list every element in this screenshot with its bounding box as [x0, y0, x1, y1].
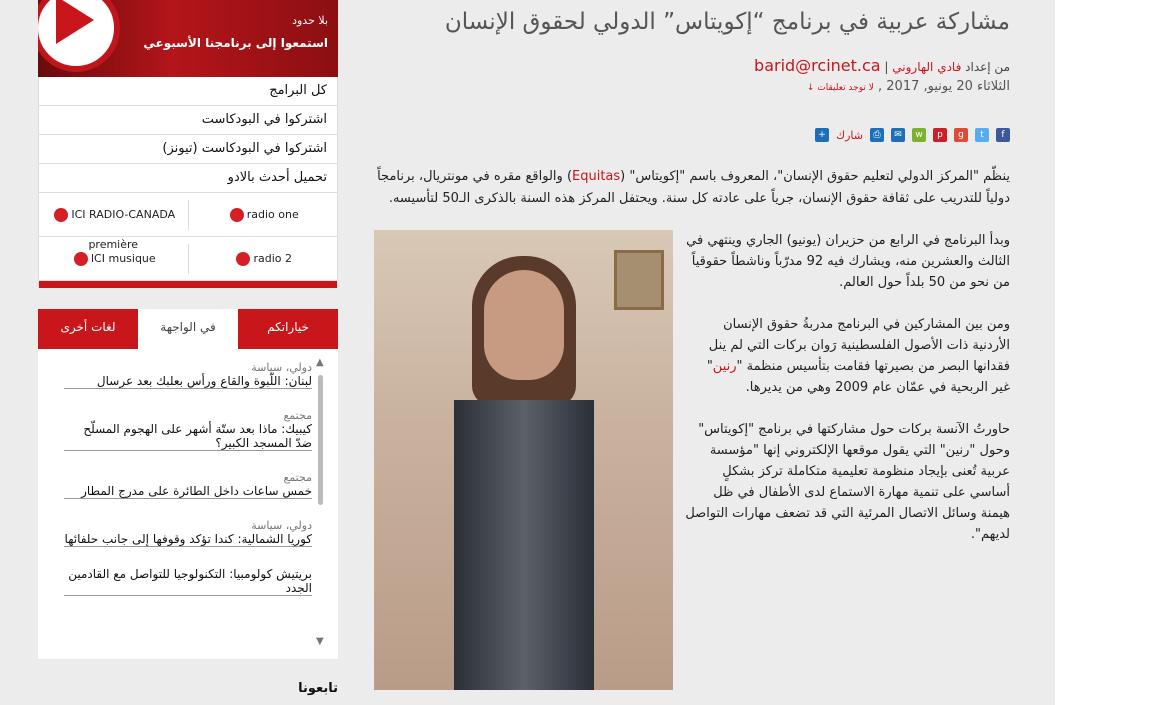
tab-featured[interactable]: في الواجهة: [138, 309, 238, 349]
scrollbar-thumb[interactable]: [318, 375, 323, 505]
p1-text-a: ينظّم "المركز الدولي لتعليم حقوق الإنسان"، المعروف باسم "إكويتاس" (: [620, 169, 1010, 184]
cbc-gem-icon: [74, 252, 88, 266]
tab-other-languages[interactable]: لغات أخرى: [38, 309, 138, 349]
comments-link[interactable]: لا توجد تعليقات ↓: [806, 83, 874, 93]
article-text-column: [685, 230, 1010, 566]
radio-canada-premiere-logo[interactable]: ICI RADIO-CANADA première: [39, 200, 189, 230]
article-photo: [374, 230, 673, 690]
p3-text-b: " غير الربحية في عمّان عام 2009 وهي من يديرها.: [706, 359, 1010, 395]
google-plus-icon[interactable]: g: [954, 128, 968, 142]
nav-subscribe-itunes[interactable]: اشتركوا في البودكاست (تيونز): [39, 135, 337, 164]
share-label[interactable]: شارك: [836, 128, 863, 142]
scroll-up-icon[interactable]: ▲: [316, 357, 324, 368]
byline-prefix: من إعداد: [961, 60, 1010, 74]
list-item[interactable]: [64, 567, 312, 596]
list-item[interactable]: [64, 409, 312, 451]
article-body: [370, 230, 1010, 690]
byline-separator: |: [880, 60, 893, 74]
email-link[interactable]: barid@rcinet.ca: [754, 56, 881, 75]
byline: [370, 56, 1010, 75]
news-title[interactable]: لبنان: اللّبوة والقاع ورأس بعلبك بعد عرسال: [64, 374, 312, 389]
twitter-icon[interactable]: t: [975, 128, 989, 142]
nav-subscribe-podcast[interactable]: اشتركوا في البودكاست: [39, 106, 337, 135]
paragraph-2: وبدأ البرنامج في الرابع من حزيران (يونيو) الجاري وينتهي في الثالث والعشرين منه، ويشارك فيه 92 مدرّباً وناشطاً حقوقياً من نحو من 50 بلداً حول العالم.: [686, 233, 1010, 290]
scroll-down-icon[interactable]: ▼: [316, 636, 324, 647]
news-title[interactable]: خمس ساعات داخل الطائرة على مدرج المطار: [64, 484, 312, 499]
radio2-logo[interactable]: radio 2: [189, 244, 338, 274]
tab-your-choices[interactable]: خياراتكم: [238, 309, 338, 349]
p1-text-b: ) والواقع مقره في مونتريال، برنامجاً دولياً للتدريب على ثقافة حقوق الإنسان، جرياً على عادته كل سنة. ويحتفل المركز هذه السنة بالذكرى الـ50 لتأسيسه.: [377, 169, 1010, 206]
news-title[interactable]: كيبيك: ماذا بعد ستّة أشهر على الهجوم المسلّح ضدّ المسجد الكبير؟: [64, 422, 312, 451]
program-links: [38, 77, 338, 288]
raneen-link[interactable]: رنين: [712, 359, 737, 374]
share-bar: [370, 128, 1010, 142]
follow-us-heading: تابعونا: [298, 681, 338, 696]
equitas-link[interactable]: Equitas: [572, 169, 621, 184]
logos-row-2: [39, 237, 337, 281]
radio-one-logo[interactable]: radio one: [189, 200, 338, 230]
facebook-icon[interactable]: f: [996, 128, 1010, 142]
share-plus-icon[interactable]: +: [815, 128, 829, 142]
paragraph-4: حاورتُ الآنسة بركات حول مشاركتها في برنامج "إكويتاس" وحول "رنين" التي يقول موقعها الإلكتروني إنها "مؤسسة عربية تُعنى بإيجاد منظومة تعليمية متكاملة تركز بشكلٍ أساسي على تنمية مهارة الاستماع لدى الأطفال في ظل هيمنة وسائل الاتصال المرئية التي قد تضعف مهارات التواصل لديهم".: [685, 422, 1010, 542]
nav-download-latest[interactable]: تحميل أحدث بالادو: [39, 164, 337, 193]
list-item[interactable]: [64, 519, 312, 547]
cbc-gem-icon: [230, 208, 244, 222]
list-item[interactable]: [64, 471, 312, 499]
sidebar: [38, 0, 338, 696]
news-category: مجتمع: [283, 471, 312, 484]
dateline: [370, 79, 1010, 94]
paragraph-3: [685, 314, 1010, 398]
cbc-gem-icon: [236, 252, 250, 266]
p3-text-a: ومن بين المشاركين في البرنامج مدربةُ حقوق الإنسان الأردنية ذات الأصول الفلسطينية رَوان بركات التي لم ينل فقدانها البصر من بصيرتها فقامت بتأسيس منظمة ": [708, 317, 1010, 374]
news-category: دولي، سياسة: [251, 519, 312, 532]
article-title: مشاركة عربية في برنامج “إكويتاس” الدولي لحقوق الإنسان: [444, 9, 1010, 35]
podcast-banner[interactable]: [38, 0, 338, 77]
logos-row-1: [39, 193, 337, 251]
list-item[interactable]: [64, 361, 312, 389]
banner-tagline: استمعوا إلى برنامجنا الأسبوعي: [143, 36, 328, 50]
wechat-icon[interactable]: w: [912, 128, 926, 142]
pinterest-icon[interactable]: p: [933, 128, 947, 142]
nav-all-programs[interactable]: كل البرامج: [39, 77, 337, 106]
red-divider: [39, 281, 337, 288]
news-category: مجتمع: [283, 409, 312, 422]
print-icon[interactable]: ⎙: [870, 128, 884, 142]
news-category: دولي، سياسة: [251, 361, 312, 374]
author-link[interactable]: فادي الهاروني: [892, 60, 962, 74]
news-title[interactable]: كوريا الشمالية: كندا تؤكد وقوفها إلى جانب حلفائها: [64, 532, 312, 546]
news-scrollbar[interactable]: [316, 357, 326, 647]
publish-date: الثلاثاء 20 يونيو, 2017 ,: [878, 79, 1010, 94]
play-icon[interactable]: [38, 0, 120, 72]
email-icon[interactable]: ✉: [891, 128, 905, 142]
tab-bar: [38, 309, 338, 349]
news-title[interactable]: بريتيش كولومبيا: التكنولوجيا للتواصل مع القادمين الجدد: [64, 567, 312, 596]
news-list: [38, 349, 338, 659]
cbc-gem-icon: [54, 208, 68, 222]
paragraph-1: [370, 166, 1010, 210]
ici-musique-logo[interactable]: ICI musique: [39, 244, 189, 274]
article: [370, 0, 1010, 690]
banner-show-name: بلا حدود: [292, 14, 328, 27]
